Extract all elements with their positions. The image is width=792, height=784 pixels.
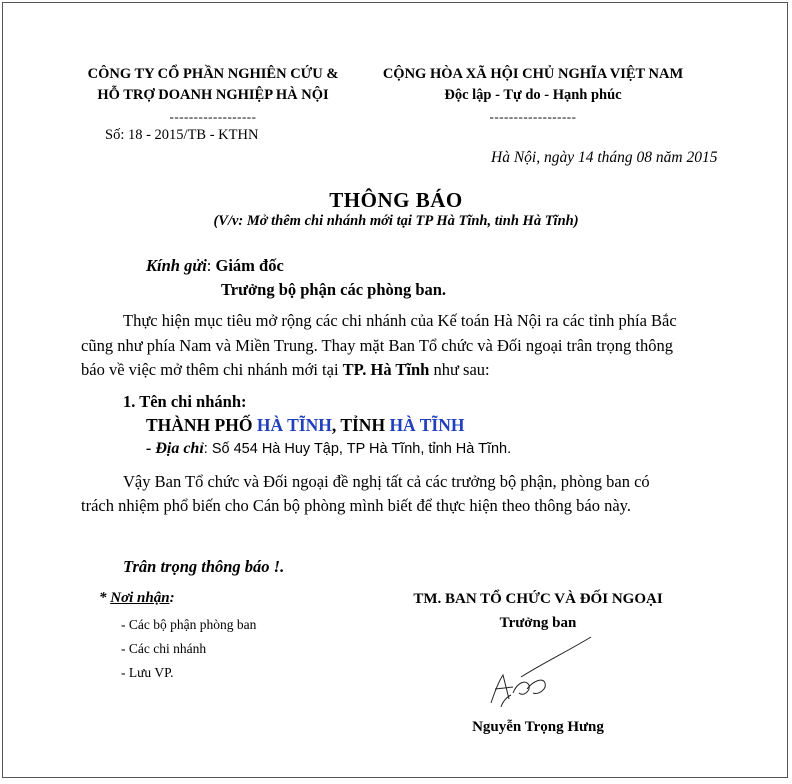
receiver-item: - Lưu VP. <box>121 665 174 680</box>
branch-name-part1: THÀNH PHỐ <box>146 415 257 435</box>
branch-address-label: - Địa chỉ <box>146 440 204 457</box>
receivers-asterisk: * <box>99 590 111 606</box>
paragraph1-city: TP. Hà Tĩnh <box>342 360 430 379</box>
closing-remark: Trân trọng thông báo !. <box>123 557 285 576</box>
national-divider: ------------------ <box>489 109 577 124</box>
national-motto: Độc lập - Tự do - Hạnh phúc <box>444 87 622 103</box>
document-number: Số: 18 - 2015/TB - KTHN <box>105 127 259 143</box>
recipient-director: Giám đốc <box>215 256 284 275</box>
recipients-line1: Kính gửi: Giám đốc <box>146 256 284 275</box>
document-subtitle: (V/v: Mở thêm chi nhánh mới tại TP Hà Tĩnh, tỉnh Hà Tĩnh) <box>213 213 579 229</box>
paragraph1-line3-end: như sau: <box>429 360 490 379</box>
paragraph2-line2: trách nhiệm phổ biến cho Cán bộ phòng mình biết để thực hiện theo thông báo này. <box>81 496 631 515</box>
branch-heading: 1. Tên chi nhánh: <box>123 392 247 411</box>
branch-name-city: HÀ TĨNH <box>256 415 332 435</box>
paragraph1-line3-text: báo về việc mở thêm chi nhánh mới tại <box>81 360 343 379</box>
branch-address-value: : Số 454 Hà Huy Tập, TP Hà Tĩnh, tỉnh Hà Tĩnh. <box>203 441 512 457</box>
receiver-item: - Các chi nhánh <box>121 641 207 656</box>
receiver-item: - Các bộ phận phòng ban <box>121 617 257 632</box>
national-title: CỘNG HÒA XÃ HỘI CHỦ NGHĨA VIỆT NAM <box>382 66 684 82</box>
paragraph1-line3 <box>81 360 490 380</box>
signer-name: Nguyễn Trọng Hưng <box>472 719 604 735</box>
paragraph1-line1: Thực hiện mục tiêu mở rộng các chi nhánh của Kế toán Hà Nội ra các tỉnh phía Bắc <box>123 311 677 330</box>
receivers-label-line <box>99 590 175 607</box>
receivers-colon: : <box>169 590 175 606</box>
place-date: Hà Nội, ngày 14 tháng 08 năm 2015 <box>491 149 718 166</box>
paragraph1-line2: cũng như phía Nam và Miền Trung. Thay mặt Ban Tổ chức và Đối ngoại trân trọng thông <box>81 336 673 355</box>
branch-address <box>146 440 511 458</box>
company-name-line2: HỖ TRỢ DOANH NGHIỆP HÀ NỘI <box>97 87 329 103</box>
recipients-label: Kính gửi <box>146 256 207 275</box>
signer-role: Trưởng ban <box>499 615 577 631</box>
company-name-line1: CÔNG TY CỔ PHẦN NGHIÊN CỨU & <box>87 66 339 82</box>
recipient-department-heads: Trưởng bộ phận các phòng ban. <box>221 280 447 299</box>
signer-organization: TM. BAN TỔ CHỨC VÀ ĐỐI NGOẠI <box>413 591 663 607</box>
document-page <box>2 2 788 778</box>
receivers-label: Nơi nhận <box>110 590 170 606</box>
branch-name-province: HÀ TĨNH <box>389 415 465 435</box>
paragraph2-line1: Vậy Ban Tổ chức và Đối ngoại đề nghị tất cả các trưởng bộ phận, phòng ban có <box>123 472 650 491</box>
branch-name <box>146 415 464 436</box>
document-title: THÔNG BÁO <box>329 188 463 212</box>
handwritten-signature <box>473 631 613 711</box>
company-divider: ------------------ <box>169 109 257 124</box>
branch-name-part2: , TỈNH <box>331 415 390 435</box>
